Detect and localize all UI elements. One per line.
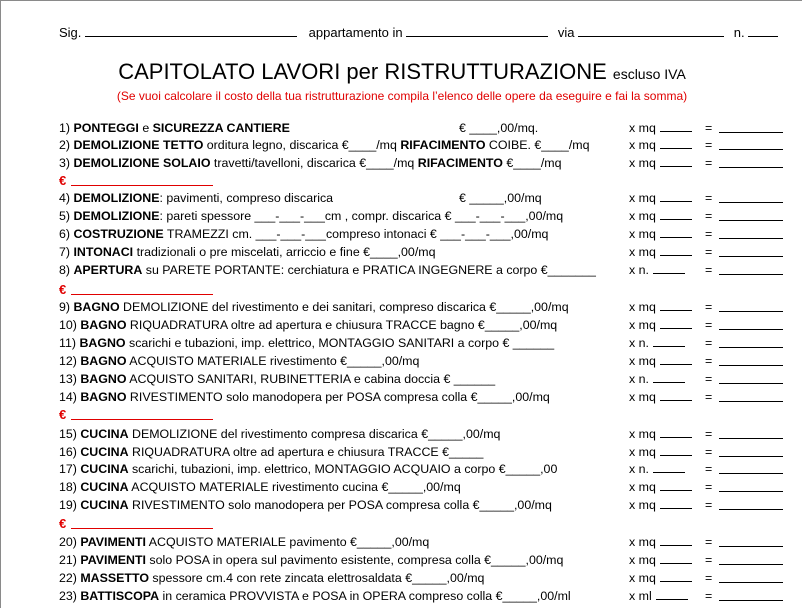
item-unit-label: x mq — [629, 227, 656, 241]
work-item-row — [59, 119, 789, 137]
quantity-field[interactable] — [660, 533, 692, 546]
item-text: su PARETE PORTANTE: cerchiatura e PRATICA INGEGNERE a corpo €_______ — [142, 263, 596, 277]
item-keyword: PAVIMENTI — [80, 553, 146, 567]
item-text: RIVESTIMENTO solo manodopera per POSA compresa colla €_____,00/mq — [126, 390, 550, 404]
item-text: DEMOLIZIONE del rivestimento e dei sanitari, compreso discarica €_____,00/mq — [119, 300, 569, 314]
item-unit-label: x mq — [629, 209, 656, 223]
item-unit-label: x mq — [629, 445, 656, 459]
euro-sign: € — [59, 407, 67, 422]
item-unit — [629, 316, 692, 334]
item-number: 9) — [59, 300, 74, 314]
work-item-row — [59, 243, 789, 261]
equals-sign: = — [705, 300, 713, 314]
item-unit-label: x mq — [629, 121, 656, 135]
total-field[interactable] — [719, 132, 783, 133]
quantity-field[interactable] — [660, 316, 692, 329]
item-keyword: DEMOLIZIONE — [73, 191, 160, 205]
total-field[interactable] — [719, 256, 783, 257]
item-number: 11) — [59, 336, 80, 350]
item-description — [59, 551, 563, 569]
item-unit — [629, 243, 692, 261]
euro-sign: € — [59, 516, 67, 531]
item-description — [59, 316, 557, 334]
quantity-field[interactable] — [653, 460, 685, 473]
equals-sign: = — [705, 121, 713, 135]
item-number: 7) — [59, 245, 74, 259]
item-unit-label: x mq — [629, 498, 656, 512]
subtotal-line — [59, 515, 66, 533]
total-field[interactable] — [719, 456, 783, 457]
item-unit-label: x mq — [629, 245, 656, 259]
total-field[interactable] — [719, 365, 783, 366]
work-item-row — [59, 425, 789, 443]
item-unit — [629, 425, 692, 443]
equals-sign: = — [705, 227, 713, 241]
item-number: 23) — [59, 589, 81, 603]
euro-sign: € — [59, 282, 67, 297]
item-description — [59, 298, 569, 316]
item-unit — [629, 496, 692, 514]
equals-sign: = — [705, 462, 713, 476]
quantity-field[interactable] — [660, 551, 692, 564]
subtotal-blank[interactable] — [71, 528, 213, 529]
instruction-note: (Se vuoi calcolare il costo della tua ristrutturazione compila l’elenco delle opere da eseguire e fai la somma) — [116, 89, 688, 103]
item-unit-label: x n. — [629, 372, 649, 386]
quantity-field[interactable] — [660, 243, 692, 256]
item-text: orditura legno, discarica €____/mq — [203, 138, 401, 152]
item-description — [59, 587, 571, 605]
quantity-field[interactable] — [653, 261, 685, 274]
item-number: 16) — [59, 445, 81, 459]
quantity-field[interactable] — [660, 425, 692, 438]
item-unit-label: x ml — [629, 589, 652, 603]
item-unit-label: x n. — [629, 263, 649, 277]
item-unit-label: x mq — [629, 535, 656, 549]
work-item-row — [59, 334, 789, 352]
item-description — [59, 207, 563, 225]
item-unit — [629, 388, 692, 406]
item-text: : pareti spessore ___-___-___cm , compr. discarica € ___-___-___,00/mq — [159, 209, 564, 223]
quantity-field[interactable] — [660, 388, 692, 401]
item-price: € _____,00/mq — [459, 191, 542, 205]
total-field[interactable] — [719, 329, 783, 330]
item-number: 8) — [59, 263, 74, 277]
total-field[interactable] — [719, 473, 783, 474]
item-unit-label: x mq — [629, 427, 656, 441]
item-unit-label: x mq — [629, 354, 656, 368]
item-unit — [629, 136, 692, 154]
item-description — [59, 243, 435, 261]
subtotal-line — [59, 281, 66, 299]
item-keyword: CUCINA — [80, 498, 129, 512]
total-field[interactable] — [719, 600, 783, 601]
item-text: scarichi e tubazioni, imp. elettrico, MONTAGGIO SANITARI a corpo € ______ — [125, 336, 555, 350]
number-blank — [748, 24, 778, 37]
work-item-row — [59, 352, 789, 370]
item-description — [59, 154, 561, 172]
equals-sign: = — [705, 138, 713, 152]
item-unit — [629, 587, 688, 605]
equals-sign: = — [705, 427, 713, 441]
item-keyword: RIFACIMENTO — [417, 156, 503, 170]
total-field[interactable] — [719, 167, 783, 168]
item-text: tradizionali o pre miscelati, arriccio e fine €____,00/mq — [133, 245, 436, 259]
equals-sign: = — [705, 209, 713, 223]
item-unit — [629, 225, 692, 243]
item-unit — [629, 189, 692, 207]
total-field[interactable] — [719, 546, 783, 547]
item-keyword: BAGNO — [80, 372, 127, 386]
item-keyword: DEMOLIZIONE TETTO — [73, 138, 204, 152]
item-unit — [629, 533, 692, 551]
item-text: €____/mq — [502, 156, 562, 170]
subtotal-blank[interactable] — [71, 185, 213, 186]
item-keyword: RIFACIMENTO — [400, 138, 486, 152]
item-keyword: PONTEGGI — [73, 121, 139, 135]
item-unit-label: x mq — [629, 553, 656, 567]
item-keyword: CUCINA — [80, 480, 129, 494]
item-text: RIQUADRATURA oltre ad apertura e chiusura TRACCE €_____ — [128, 445, 484, 459]
item-price: € ____,00/mq. — [459, 121, 539, 135]
work-item-row — [59, 316, 789, 334]
item-number: 12) — [59, 354, 81, 368]
item-text: solo POSA in opera sul pavimento esistente, compresa colla €_____,00/mq — [145, 553, 564, 567]
equals-sign: = — [705, 191, 713, 205]
appartamento-label: appartamento in — [308, 25, 403, 40]
item-number: 2) — [59, 138, 74, 152]
title-sub: escluso IVA — [612, 66, 686, 82]
euro-sign: € — [59, 173, 67, 188]
quantity-field[interactable] — [660, 189, 692, 202]
equals-sign: = — [705, 553, 713, 567]
equals-sign: = — [705, 480, 713, 494]
item-text: travetti/tavelloni, discarica €____/mq — [210, 156, 418, 170]
item-description — [59, 119, 290, 137]
item-unit — [629, 119, 692, 137]
item-text: ACQUISTO MATERIALE pavimento €_____,00/mq — [145, 535, 430, 549]
item-number: 1) — [59, 121, 74, 135]
item-keyword: MASSETTO — [80, 571, 149, 585]
work-item-row — [59, 478, 789, 496]
item-description — [59, 225, 548, 243]
item-keyword: CUCINA — [80, 445, 129, 459]
item-unit — [629, 207, 692, 225]
item-keyword: BAGNO — [80, 318, 127, 332]
item-unit — [629, 551, 692, 569]
total-field[interactable] — [719, 438, 783, 439]
item-description — [59, 478, 461, 496]
quantity-field[interactable] — [660, 443, 692, 456]
item-number: 18) — [59, 480, 81, 494]
number-label: n. — [733, 25, 745, 40]
item-description — [59, 533, 429, 551]
item-keyword: APERTURA — [73, 263, 143, 277]
equals-sign: = — [705, 245, 713, 259]
work-item-row — [59, 261, 789, 279]
item-text: : pavimenti, compreso discarica — [159, 191, 334, 205]
item-text: RIQUADRATURA oltre ad apertura e chiusura TRACCE bagno €_____,00/mq — [126, 318, 558, 332]
total-field[interactable] — [719, 509, 783, 510]
item-unit-label: x mq — [629, 156, 656, 170]
item-number: 17) — [59, 462, 81, 476]
item-unit — [629, 352, 692, 370]
quantity-field[interactable] — [660, 207, 692, 220]
item-number: 20) — [59, 535, 81, 549]
via-label: via — [557, 25, 575, 40]
total-field[interactable] — [719, 383, 783, 384]
item-description — [59, 425, 500, 443]
item-unit-label: x mq — [629, 300, 656, 314]
work-item-row — [59, 298, 789, 316]
equals-sign: = — [705, 372, 713, 386]
item-keyword: CUCINA — [80, 462, 129, 476]
total-field[interactable] — [719, 202, 783, 203]
work-item-row — [59, 551, 789, 569]
quantity-field[interactable] — [656, 587, 688, 600]
quantity-field[interactable] — [653, 370, 685, 383]
quantity-field[interactable] — [660, 478, 692, 491]
item-keyword: BAGNO — [80, 354, 127, 368]
item-keyword: COSTRUZIONE — [73, 227, 164, 241]
equals-sign: = — [705, 336, 713, 350]
item-text: spessore cm.4 con rete zincata elettrosaldata €_____,00/mq — [148, 571, 485, 585]
item-unit — [629, 154, 692, 172]
quantity-field[interactable] — [660, 154, 692, 167]
equals-sign: = — [705, 263, 713, 277]
item-description — [59, 569, 484, 587]
work-item-row — [59, 496, 789, 514]
work-item-row — [59, 460, 789, 478]
work-item-row — [59, 370, 789, 388]
item-unit-label: x n. — [629, 336, 649, 350]
item-description — [59, 388, 550, 406]
subtotal-blank[interactable] — [71, 419, 213, 420]
quantity-field[interactable] — [660, 569, 692, 582]
work-item-row — [59, 154, 789, 172]
item-unit-label: x mq — [629, 480, 656, 494]
quantity-field[interactable] — [660, 352, 692, 365]
item-text: RIVESTIMENTO solo manodopera per POSA compresa colla €_____,00/mq — [128, 498, 552, 512]
equals-sign: = — [705, 390, 713, 404]
item-unit — [629, 443, 692, 461]
item-keyword: BAGNO — [80, 390, 127, 404]
item-description — [59, 261, 596, 279]
quantity-field[interactable] — [660, 496, 692, 509]
subtotal-line — [59, 406, 66, 424]
item-description — [59, 370, 495, 388]
item-description — [59, 334, 554, 352]
equals-sign: = — [705, 589, 713, 603]
item-keyword: BAGNO — [73, 300, 120, 314]
item-unit — [629, 298, 692, 316]
item-keyword: DEMOLIZIONE — [73, 209, 160, 223]
item-keyword: PAVIMENTI — [80, 535, 146, 549]
item-text: TRAMEZZI cm. ___-___-___compreso intonaci € ___-___-___,00/mq — [163, 227, 549, 241]
equals-sign: = — [705, 445, 713, 459]
subtotal-line — [59, 172, 66, 190]
item-text: e — [138, 121, 153, 135]
item-number: 10) — [59, 318, 81, 332]
item-number: 19) — [59, 498, 81, 512]
item-unit — [629, 460, 685, 478]
item-text: COIBE. €____/mq — [485, 138, 590, 152]
total-field[interactable] — [719, 347, 783, 348]
item-number: 3) — [59, 156, 74, 170]
item-unit — [629, 261, 685, 279]
item-description — [59, 496, 552, 514]
item-number: 6) — [59, 227, 74, 241]
item-unit-label: x mq — [629, 191, 656, 205]
appartamento-blank — [406, 24, 548, 37]
item-number: 15) — [59, 427, 81, 441]
item-unit-label: x mq — [629, 318, 656, 332]
item-number: 14) — [59, 390, 81, 404]
equals-sign: = — [705, 156, 713, 170]
item-keyword: DEMOLIZIONE SOLAIO — [73, 156, 211, 170]
equals-sign: = — [705, 535, 713, 549]
total-field[interactable] — [719, 564, 783, 565]
subtotal-blank[interactable] — [71, 294, 213, 295]
sig-label: Sig. — [59, 25, 82, 40]
quantity-field[interactable] — [660, 119, 692, 132]
item-unit — [629, 569, 692, 587]
item-description — [59, 136, 589, 154]
total-field[interactable] — [719, 149, 783, 150]
item-unit-label: x mq — [629, 390, 656, 404]
item-number: 5) — [59, 209, 74, 223]
item-description — [59, 352, 419, 370]
quantity-field[interactable] — [660, 298, 692, 311]
item-text: ACQUISTO SANITARI, RUBINETTERIA e cabina doccia € ______ — [126, 372, 496, 386]
total-field[interactable] — [719, 220, 783, 221]
title-main: CAPITOLATO LAVORI per RISTRUTTURAZIONE — [118, 59, 607, 84]
document-title — [1, 59, 802, 85]
item-unit — [629, 478, 692, 496]
work-item-row — [59, 136, 789, 154]
equals-sign: = — [705, 354, 713, 368]
item-keyword: BATTISCOPA — [80, 589, 160, 603]
quantity-field[interactable] — [660, 136, 692, 149]
equals-sign: = — [705, 571, 713, 585]
total-field[interactable] — [719, 238, 783, 239]
total-field[interactable] — [719, 311, 783, 312]
quantity-field[interactable] — [653, 334, 685, 347]
quantity-field[interactable] — [660, 225, 692, 238]
document-header — [59, 24, 779, 40]
item-description — [59, 189, 333, 207]
total-field[interactable] — [719, 582, 783, 583]
work-item-row — [59, 207, 789, 225]
work-item-row — [59, 189, 789, 207]
item-description — [59, 443, 483, 461]
total-field[interactable] — [719, 491, 783, 492]
item-text: ACQUISTO MATERIALE rivestimento €_____,00/mq — [126, 354, 420, 368]
item-number: 22) — [59, 571, 81, 585]
work-item-row — [59, 443, 789, 461]
item-number: 13) — [59, 372, 81, 386]
item-text: DEMOLIZIONE del rivestimento compresa discarica €_____,00/mq — [128, 427, 501, 441]
work-item-row — [59, 587, 789, 605]
via-blank — [578, 24, 724, 37]
item-unit — [629, 334, 685, 352]
item-keyword: INTONACI — [73, 245, 134, 259]
item-number: 4) — [59, 191, 74, 205]
item-keyword: CUCINA — [80, 427, 129, 441]
total-field[interactable] — [719, 401, 783, 402]
item-unit-label: x n. — [629, 462, 649, 476]
sig-blank — [85, 24, 297, 37]
item-unit — [629, 370, 685, 388]
item-unit-label: x mq — [629, 138, 656, 152]
work-item-row — [59, 533, 789, 551]
item-number: 21) — [59, 553, 81, 567]
equals-sign: = — [705, 498, 713, 512]
item-text: ACQUISTO MATERIALE rivestimento cucina €_____,00/mq — [128, 480, 461, 494]
work-item-row — [59, 388, 789, 406]
work-item-row — [59, 569, 789, 587]
work-item-row — [59, 225, 789, 243]
equals-sign: = — [705, 318, 713, 332]
item-keyword: BAGNO — [79, 336, 126, 350]
total-field[interactable] — [719, 274, 783, 275]
item-description — [59, 460, 557, 478]
item-keyword: SICUREZZA CANTIERE — [152, 121, 290, 135]
item-unit-label: x mq — [629, 571, 656, 585]
item-text: scarichi, tubazioni, imp. elettrico, MONTAGGIO ACQUAIO a corpo €_____,00 — [128, 462, 558, 476]
item-text: in ceramica PROVVISTA e POSA in OPERA compreso colla €_____,00/ml — [159, 589, 571, 603]
